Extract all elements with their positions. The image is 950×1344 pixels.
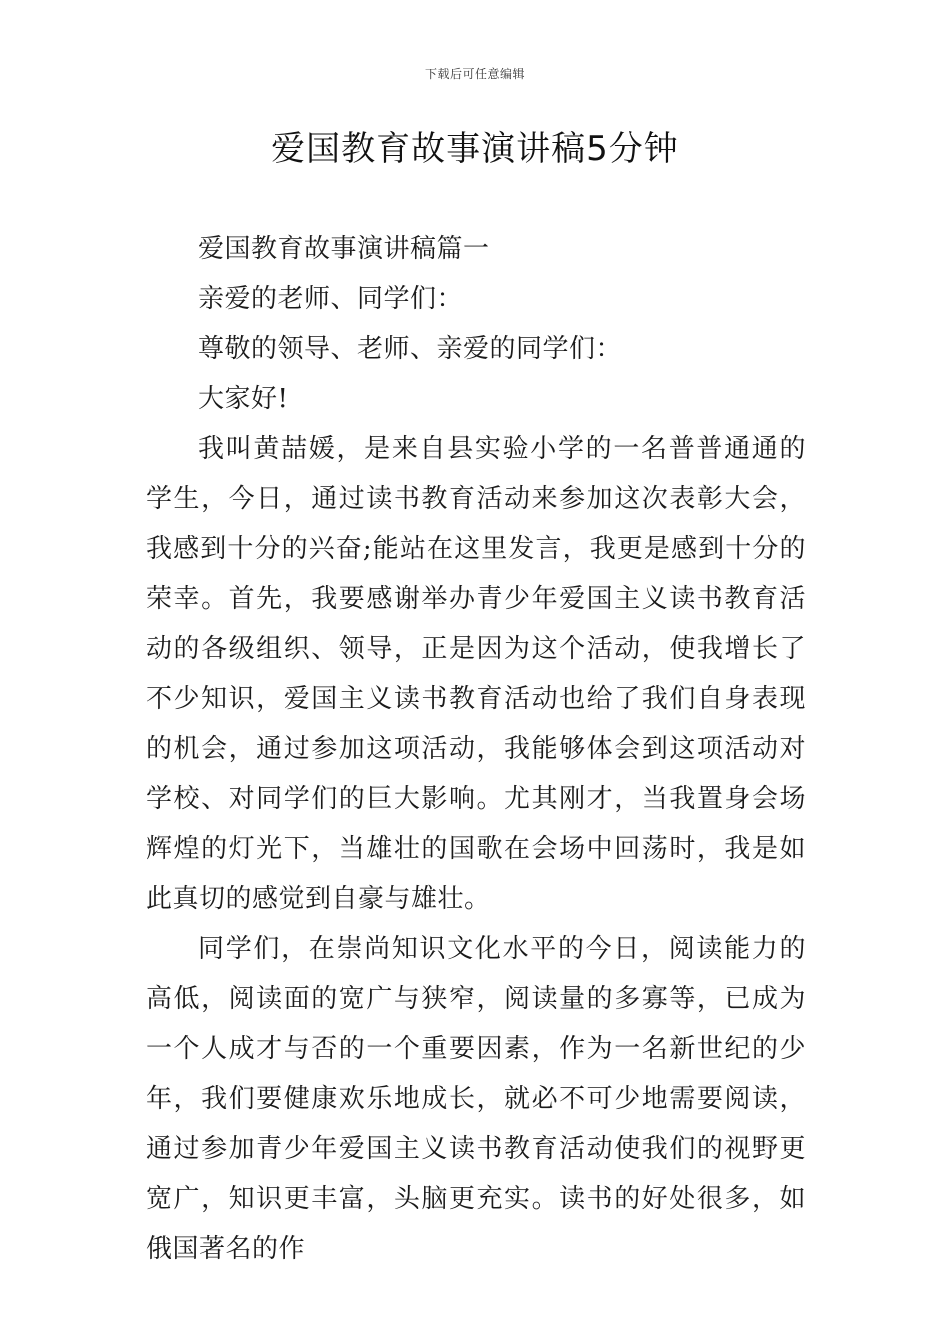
salutation-1: 亲爱的老师、同学们： <box>198 284 464 314</box>
body-paragraph: 我叫黄喆媛，是来自县实验小学的一名普普通通的学生，今日，通过读书教育活动来参加这次表彰大会，我感到十分的兴奋;能站在这里发言，我更是感到十分的荣幸。首先，我要感谢举办青少年爱国主义读书教育活动的各级组织、领导，正是因为这个活动，使我增长了不少知识，爱国主义读书教育活动也给了我们自身表现的机会，通过参加这项活动，我能够体会到这项活动对学校、对同学们的巨大影响。尤其刚才，当我置身会场辉煌的灯光下，当雄壮的国歌在会场中回荡时，我是如此真切的感觉到自豪与雄壮。 <box>146 434 806 914</box>
document-body <box>146 224 806 1274</box>
header-note: 下载后可任意编辑 <box>424 67 525 81</box>
greeting: 大家好! <box>198 384 289 414</box>
section-heading: 爱国教育故事演讲稿篇一 <box>198 234 490 264</box>
salutation-2: 尊敬的领导、老师、亲爱的同学们： <box>198 334 623 364</box>
document-title: 爱国教育故事演讲稿5分钟 <box>271 129 679 169</box>
body-paragraph: 同学们，在崇尚知识文化水平的今日，阅读能力的高低，阅读面的宽广与狭窄，阅读量的多寡等，已成为一个人成才与否的一个重要因素，作为一名新世纪的少年，我们要健康欢乐地成长，就必不可少地需要阅读，通过参加青少年爱国主义读书教育活动使我们的视野更宽广，知识更丰富，头脑更充实。读书的好处很多，如俄国著名的作 <box>146 934 806 1264</box>
